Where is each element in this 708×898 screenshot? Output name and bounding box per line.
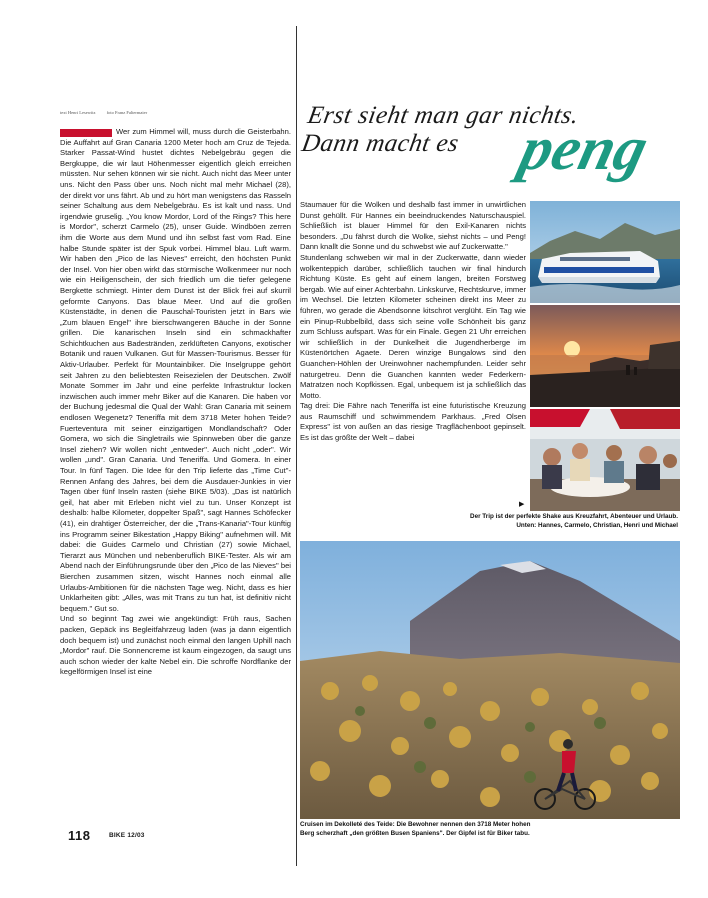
photo-caption-teide bbox=[300, 821, 680, 838]
headline-accent-word: peng bbox=[513, 115, 655, 183]
body-paragraph: Wer zum Himmel will, muss durch die Geisterbahn. Die Auffahrt auf Gran Canaria 1200 Meter hoch am Cruz de Tejeda. Starker Passat-Wind hustet dichtes Nebelgebräu gegen die Bergkuppe, die wir laut Höhenmesser eigentlich gleich erreichen müssten. Nur sehen können wir sie nicht. Auch nicht das Meer unter uns. Nicht den Pass über uns. Noch nicht mal mehr Michael (28), der direkt vor uns fährt. Ab und zu hört man wenigstens das Rasseln seiner Schaltung aus dem Nebelgebräu. Es ist kalt und nass. Und irgendwie gruselig. „You know Mordor, Lord of the Rings? This here is Mordor", scherzt Carmelo (25), unser Guide. Windböen zerren ihm die Worte aus dem Mund und ihn selbst fast vom Rad. Eine halbe Stunde später ist der Spuk vorbei. Himmel blau. Luft warm. Wir haben den „Pico de las Nieves" erreicht, den höchsten Punkt der Insel. Von hier oben wirkt das stürmische Wolkenmeer nur noch wie ein Heiligenschein, der sich friedlich um die tiefer gelegene Bergkette schmiegt. Hinter dem Dunst ist der Blick frei auf skurril geformte Canyons. Das blaue Meer. Und auf die großen Küstenstädte, in denen die Pauschal-Touristen jetzt in Bars wie „Zum blauen Engel" ihre bierschwangeren Bäuche in der Sonne grillen. Die kanarischen Inseln sind ein schmackhafter Schichtkuchen aus Badestränden, zerklüfteten Canyons, exotischer Botanik und rauen Vulkanen. Gut für Massen-Tourismus. Besser für Aktiv-Urlauber. Perfekt für Mountainbiker. Die Inselgruppe gehört seit Jahren zu den beliebtesten Reisezielen der Deutschen. Zwölf Monate Sommer im Jahr und eine perfekte Infrastruktur locken inzwischen auch immer mehr Biker auf die Kanaren. Die haben vor der Buchung jedesmal die Qual der Wahl: Gran Canaria mit seinem endlosen Wegenetz? Teneriffa mit dem 3718 Meter hohen Teide? Fuerteventura mit seiner einzigartigen Mondlandschaft? Oder Gomera, wo sich die Singletrails wie Spinnweben über die ganze Insel ziehen? Wir wollen nicht „entweder". Auch nicht „oder". Wir wollen „und". Gran Canaria. Und Teneriffa. Und Gomera. In einer Tour. In fünf Tagen. Die Idee für den Trip lieferte das „Time Cut"-Rennen Anfang des Jahres, bei dem die Ausdauer-Junkies in vier Tagen über fünf Inseln rasten (siehe BIKE 5/03). „Das ist natürlich geil, hat aber mit Erleben nicht viel zu tun. Unser Konzept ist deshalb: halbe Kilometer, doppelter Spaß", sagt Hannes Schöfecker (41), ein drahtiger Österreicher, der die „Trans-Kanaria"-Tour künftig ins Programm seiner Bikestation „Happy Biking" aufnehmen will. Mit dabei: die Guides Carmelo und Christian (27) sowie Michael, Tierarzt aus München und nebenberuflich BIKE-Tester. Als wir am Abend nach der Einführungsrunde über den „Pico de las Nieves" bei Bierchen zusammen sitzen, wischt Hannes noch einmal alle Urlaubs-Ambitionen für die nächsten Tage weg. Nicht, dass es hier Unklarheiten gibt: „Alles, was mit Trans zu tun hat, ist definitiv nicht bequem." Gut so. bbox=[60, 127, 291, 613]
article-headline bbox=[300, 100, 690, 196]
page-number: 118 bbox=[68, 828, 91, 843]
continue-arrow-icon: ▶ bbox=[519, 501, 525, 508]
magazine-issue: BIKE 12/03 bbox=[109, 832, 145, 839]
caption-line: Unten: Hannes, Carmelo, Christian, Henri und Michael bbox=[516, 521, 678, 529]
author-credit: text Henri Lesewitz bbox=[60, 110, 96, 115]
headline-line-2: Dann macht es bbox=[299, 130, 461, 157]
photo-credit: foto Franz Faltermaier bbox=[106, 110, 148, 115]
credits bbox=[60, 110, 157, 115]
body-paragraph: Tag drei: Die Fähre nach Teneriffa ist eine futuristische Kreuzung aus Raumschiff und schwimmendem Parkhaus. „Fred Olsen Express" ist von außen an das riesige Tragflächenboot gepinselt. Es ist das größte der Welt – dabei bbox=[300, 401, 526, 443]
caption-line: Der Trip ist der perfekte Shake aus Kreuzfahrt, Abenteuer und Urlaub. bbox=[470, 513, 678, 520]
photo-caption-trip bbox=[300, 513, 678, 530]
ferry-photo bbox=[530, 201, 680, 303]
sunset-photo bbox=[530, 305, 680, 407]
headline-line-1: Erst sieht man gar nichts. bbox=[305, 102, 582, 129]
body-paragraph: Staumauer für die Wolken und deshalb fast immer in unwirtlichen Dunst gehüllt. Für Hannes ein beeindruckendes Naturschauspiel. Schließlich ist blauer Himmel für den Exil-Kanaren nichts besonders. „Du fährst durch die Wolke, siehst nichts – und Peng! Dann knallt die Sonne und du schwebst wie auf Zuckerwatte." bbox=[300, 200, 526, 252]
body-paragraph: Und so beginnt Tag zwei wie angekündigt: Früh raus, Sachen packen, Gepäck ins Begleitfahrzeug laden (was ja dann eigentlich doch bequem ist) und zunächst noch einmal den langen Uphill nach „Mordor" rauf. Die Sonnencreme ist kaum eingezogen, da saugt uns auch schon wieder der kalte Nebel ein. Die schroffe Nordflanke der kegelförmigen Insel ist eine bbox=[60, 614, 291, 677]
teide-mountain-photo bbox=[300, 541, 680, 819]
body-paragraph: Stundenlang schweben wir mal in der Zuckerwatte, dann wieder wolkenteppich darüber, schließlich tauchen wir final hindurch Richtung Küste. Es geht auf einem langen, breiten Forstweg bergab. Wie auf einer Achterbahn. Linkskurve, Rechtskurve, immer im Wechsel. Die letzten Kilometer scheinen direkt ins Meer zu führen, wo gerade die Abendsonne kitschrot verglüht. Ein Tag wie ein Pinup-Rubbelbild, dass sich seine volle Schönheit bis ganz zum Schluss aufspart. Was für ein Finale. Gegen 21 Uhr erreichen wir schließlich in der Dunkelheit die Jugendherberge im Küstenörtchen Agaete. Deren winzige Bungalows sind den Guanchen-Höhlen der Ureinwohner nachempfunden. Leider sehr naturgetreu. Denn die Guanchen kannten weder Federkern-Matratzen noch Kopfkissen. Egal, unbequem ist ja schließlich das Motto. bbox=[300, 252, 526, 400]
middle-text-column bbox=[300, 200, 526, 500]
left-text-column bbox=[60, 127, 291, 811]
caption-line: Berg scherzhaft „den größten Busen Spaniens". Der Gipfel ist für Biker tabu. bbox=[300, 829, 530, 837]
caption-line: Cruisen im Dekolleté des Teide: Die Bewohner nennen den 3718 Meter hohen bbox=[300, 821, 531, 828]
cafe-group-photo bbox=[530, 409, 680, 511]
column-divider bbox=[296, 26, 297, 866]
